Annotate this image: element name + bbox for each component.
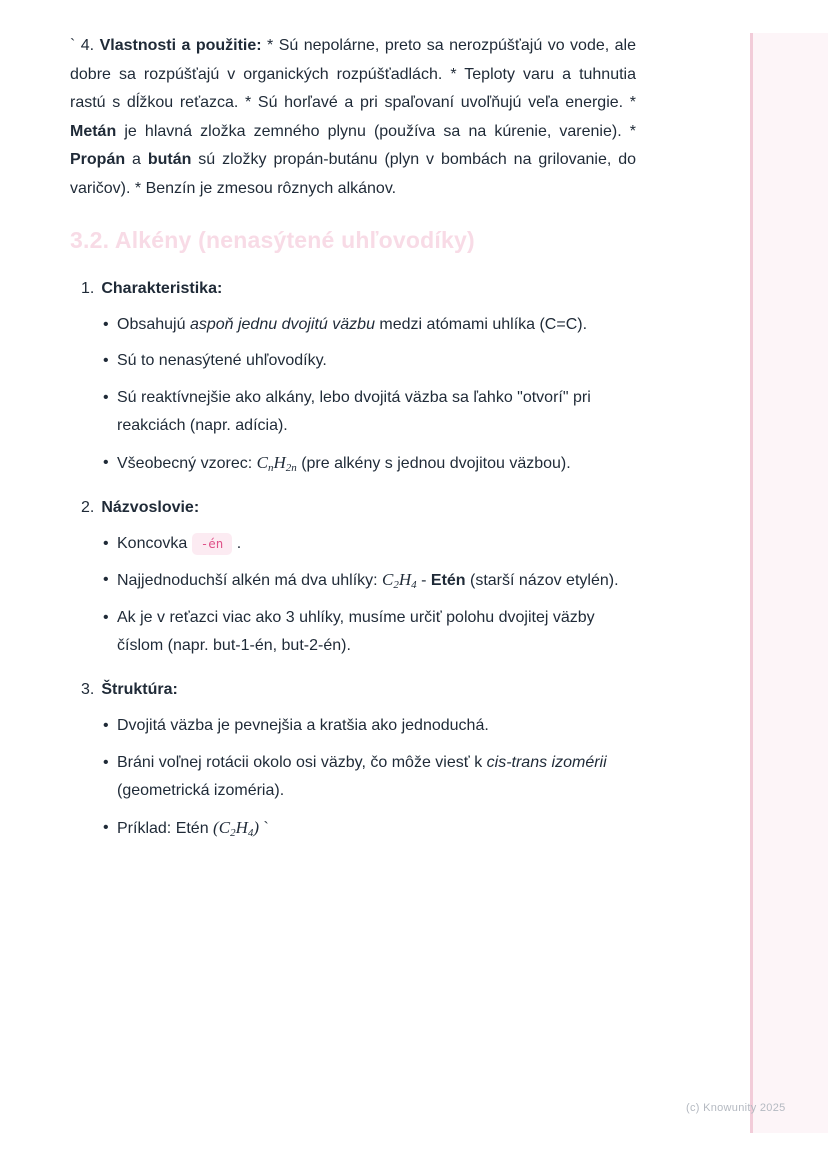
- inline-code-chip: -én: [192, 533, 233, 555]
- bullet-marker: •: [103, 608, 109, 626]
- list-item: [70, 275, 636, 479]
- bullet-marker: •: [103, 716, 109, 734]
- math-formula: [257, 453, 297, 472]
- bullet-text: [117, 347, 636, 376]
- bullet-text: [117, 712, 636, 741]
- text-segment: Propán: [70, 151, 126, 169]
- bullet-item: [70, 530, 636, 559]
- list-item-number: 3.: [81, 680, 95, 698]
- text-segment: (geometrická izoméria).: [117, 782, 285, 800]
- numbered-list: [70, 275, 636, 844]
- bullet-item: [70, 566, 636, 596]
- text-segment: Metán: [70, 122, 117, 140]
- list-item-title: [70, 494, 636, 522]
- vertical-divider-line: [750, 33, 753, 1133]
- text-segment: .: [232, 534, 242, 552]
- right-margin-band: [750, 33, 828, 1133]
- bullet-text: [117, 604, 636, 661]
- text-segment: `: [259, 819, 269, 837]
- text-segment: Koncovka: [117, 534, 192, 552]
- text-segment: Všeobecný vzorec:: [117, 454, 257, 472]
- bullet-item: [70, 814, 636, 844]
- bullet-marker: •: [103, 352, 109, 370]
- list-item-number: 1.: [81, 279, 95, 297]
- document-content: [70, 32, 636, 843]
- bullet-text: [117, 530, 636, 559]
- math-text: (: [213, 817, 219, 837]
- bullet-marker: •: [103, 818, 109, 836]
- text-segment: Obsahujú: [117, 315, 190, 333]
- list-item-label: Charakteristika:: [101, 279, 223, 297]
- text-segment: (starší názov etylén).: [465, 572, 619, 590]
- text-segment: Vlastnosti a použitie:: [99, 37, 262, 54]
- text-segment: sú zložky propán-butánu (plyn v bombách na grilovanie, do varičov). * Benzín je zmesou rôznych alkánov.: [70, 151, 637, 197]
- text-segment: Dvojitá väzba je pevnejšia a kratšia ako jednoduchá.: [117, 716, 489, 734]
- copyright-footer: (c) Knowunity 2025: [686, 1102, 786, 1114]
- text-segment: Najjednoduchší alkén má dva uhlíky:: [117, 572, 383, 590]
- list-item-label: Názvoslovie:: [101, 498, 200, 516]
- bullet-text: [117, 566, 636, 596]
- text-segment: -: [416, 572, 431, 590]
- list-item: [70, 494, 636, 661]
- math-formula: [213, 818, 259, 837]
- text-segment: Sú to nenasýtené uhľovodíky.: [117, 352, 327, 370]
- bullet-marker: •: [103, 388, 109, 406]
- text-segment: a: [125, 151, 148, 169]
- bullet-item: [70, 311, 636, 340]
- bullet-item: [70, 449, 636, 479]
- text-segment: Sú reaktívnejšie ako alkány, lebo dvojitá väzba sa ľahko "otvorí" pri reakciách (napr. adícia).: [117, 388, 591, 435]
- list-item-label: Štruktúra:: [101, 680, 178, 698]
- bullet-marker: •: [103, 534, 109, 552]
- list-item-title: [70, 275, 636, 303]
- bullet-item: [70, 384, 636, 441]
- bullet-text: [117, 814, 636, 844]
- math-text: C: [218, 817, 231, 837]
- text-segment: (pre alkény s jednou dvojitou väzbou).: [296, 454, 571, 472]
- math-text: C: [256, 452, 268, 472]
- text-segment: Príklad: Etén: [117, 819, 214, 837]
- math-subscript: 2n: [285, 461, 297, 474]
- intro-paragraph: [70, 32, 636, 204]
- bullet-text: [117, 311, 636, 340]
- text-segment: Ak je v reťazci viac ako 3 uhlíky, musíme určiť polohu dvojitej väzby číslom (napr. but-1-én, but-2-én).: [117, 608, 595, 655]
- text-segment: * Sú nepolárne, preto sa nerozpúšťajú vo vode, ale dobre sa rozpúšťajú v organických rozpúšťadlách. * Teploty varu a tuhnutia rastú s dĺžkou reťazca. * Sú horľavé a pri spaľovaní uvoľňujú veľa energie. *: [70, 37, 637, 112]
- bullet-item: [70, 749, 636, 806]
- text-segment: je hlavná zložka zemného plynu (používa sa na kúrenie, varenie). *: [116, 122, 636, 140]
- text-segment: Bráni voľnej rotácii okolo osi väzby, čo môže viesť k: [117, 753, 487, 771]
- text-segment: aspoň jednu dvojitú väzbu: [189, 315, 375, 333]
- math-text: H: [235, 817, 248, 837]
- text-segment: cis-trans izomérii: [486, 753, 607, 771]
- math-text: H: [398, 570, 412, 590]
- bullet-item: [70, 604, 636, 661]
- bullet-marker: •: [103, 571, 109, 589]
- math-subscript: 4: [411, 579, 417, 592]
- math-subscript: 4: [247, 826, 254, 839]
- math-text: H: [273, 452, 286, 472]
- bullet-marker: •: [103, 753, 109, 771]
- bullet-text: [117, 749, 636, 806]
- list-item: [70, 676, 636, 843]
- text-segment: bután: [147, 151, 192, 169]
- math-subscript: 2: [393, 579, 399, 592]
- text-segment: medzi atómami uhlíka (C=C).: [374, 315, 588, 333]
- text-segment: Etén: [430, 572, 466, 590]
- bullet-item: [70, 712, 636, 741]
- math-subscript: n: [267, 461, 274, 474]
- math-formula: [382, 570, 417, 592]
- text-segment: ` 4.: [70, 37, 100, 54]
- section-heading: 3.2. Alkény (nenasýtené uhľovodíky): [70, 226, 475, 253]
- bullet-item: [70, 347, 636, 376]
- math-text: C: [382, 570, 394, 590]
- list-item-number: 2.: [81, 498, 95, 516]
- bullet-marker: •: [103, 315, 109, 333]
- math-text: ): [253, 817, 260, 837]
- bullet-marker: •: [103, 453, 109, 471]
- bullet-text: [117, 384, 636, 441]
- bullet-text: [117, 449, 636, 479]
- list-item-title: [70, 676, 636, 704]
- math-subscript: 2: [230, 826, 236, 839]
